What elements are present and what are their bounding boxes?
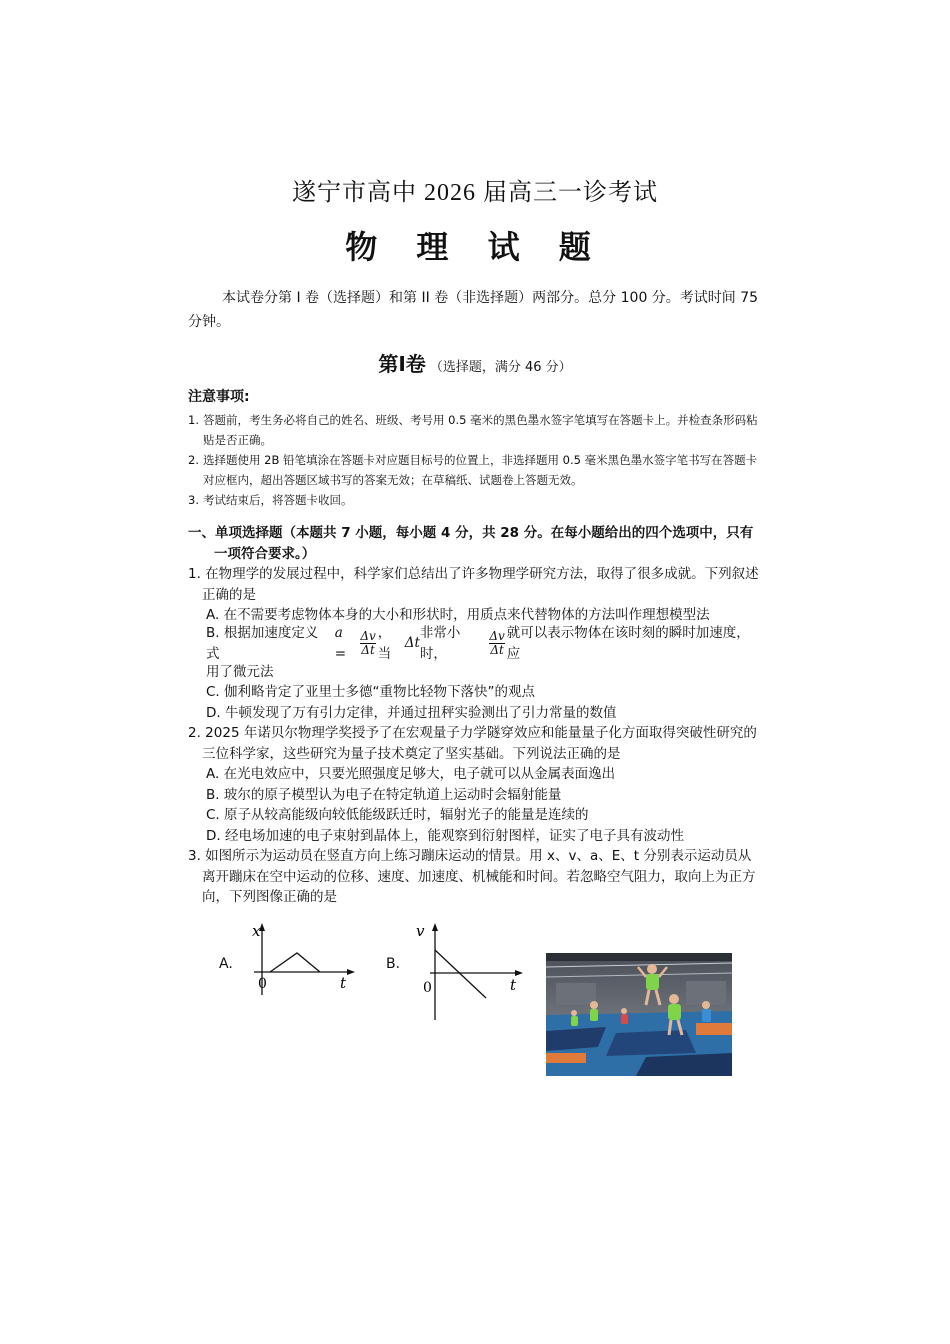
question-2-option-a: A. 在光电效应中，只要光照强度足够大，电子就可以从金属表面逸出 [206, 766, 616, 782]
notice-number: 3. [188, 493, 199, 507]
fraction-dv-dt [360, 630, 375, 657]
y-axis-arrow-icon [432, 923, 438, 931]
delta-t-symbol: Δt [404, 635, 420, 652]
question-2-option-d: D. 经电场加速的电子束射到晶体上，能观察到衍射图样，证实了电子具有波动性 [206, 827, 684, 844]
x-axis-label: t [510, 976, 517, 994]
fraction-denominator: Δt [361, 643, 375, 657]
figure-a-label: A. [219, 956, 233, 972]
y-axis-label: x [252, 922, 261, 940]
question-1-option-c: C. 伽利略肯定了亚里士多德“重物比轻物下落快”的观点 [206, 684, 535, 700]
notice-text: 选择题使用 2B 铅笔填涂在答题卡对应题目标号的位置上，非选择题用 0.5 毫米黑色墨水签字笔书写在答题卡对应框内，超出答题区域书写的答案无效；在草稿纸、试题卷上答题无效。 [203, 453, 758, 487]
notice-item [188, 410, 763, 450]
subject-title: 物 理 试 题 [345, 228, 605, 266]
part-heading: 一、单项选择题（本题共 7 小题，每小题 4 分，共 28 分。在每小题给出的四个选项中，只有一项符合要求。） [188, 525, 754, 562]
question-1-option-d: D. 牛顿发现了万有引力定律，并通过扭秤实验测出了引力常量的数值 [206, 704, 617, 721]
displacement-curve [270, 953, 320, 972]
notice-number: 1. [188, 413, 199, 427]
exam-title: 遂宁市高中 2026 届高三一诊考试 [292, 180, 658, 206]
y-axis-label: v [416, 922, 425, 940]
notice-list [188, 410, 763, 510]
notice-item [188, 490, 763, 510]
question-1-option-b [188, 626, 763, 662]
section-title: 第Ⅰ卷 [378, 352, 426, 376]
section-heading [0, 348, 950, 377]
questions [188, 523, 763, 908]
question-2-option-c: C. 原子从较高能级向较低能级跃迁时，辐射光子的能量是连续的 [206, 807, 589, 823]
option-b-suffix: 就可以表示物体在该时刻的瞬时加速度，应 [506, 625, 750, 662]
section-subtitle: （选择题，满分 46 分） [429, 360, 572, 375]
fraction-numerator: Δv [489, 629, 505, 643]
question-1-stem: 1. 在物理学的发展过程中，科学家们总结出了许多物理学研究方法，取得了很多成就。下列叙述正确的是 [188, 566, 759, 603]
origin-label: 0 [423, 980, 432, 996]
option-b-prefix: B. 根据加速度定义式 [206, 625, 319, 662]
question-1-option-b-continued: 用了微元法 [206, 663, 274, 680]
question-2-option-b: B. 玻尔的原子模型认为电子在特定轨道上运动时会辐射能量 [206, 786, 562, 803]
accel-symbol: a = [334, 625, 346, 662]
option-b-mid2: 非常小时， [419, 625, 461, 662]
trampoline-photo [546, 953, 732, 1076]
fraction-dv-dt-2 [489, 630, 504, 657]
question-1-option-a: A. 在不需要考虑物体本身的大小和形状时，用质点来代替物体的方法叫作理想模型法 [206, 607, 710, 623]
intro-paragraph: 本试卷分第 I 卷（选择题）和第 II 卷（非选择题）两部分。总分 100 分。考试时间 75 分钟。 [188, 290, 759, 330]
fraction-denominator: Δt [490, 643, 504, 657]
velocity-line [435, 950, 486, 998]
figure-b-graph [410, 920, 530, 1030]
notice-title: 注意事项: [188, 389, 250, 405]
figure-b-label: B. [386, 956, 401, 972]
question-2-stem: 2. 2025 年诺贝尔物理学奖授予了在宏观量子力学隧穿效应和能量量子化方面取得突破性研究的三位科学家，这些研究为量子技术奠定了坚实基础。下列说法正确的是 [188, 725, 757, 762]
x-axis-arrow-icon [347, 969, 355, 975]
notice-text: 考试结束后，将答题卡收回。 [203, 493, 353, 507]
x-axis-label: t [340, 974, 347, 992]
origin-label: 0 [258, 976, 267, 992]
figure-a-graph [240, 920, 360, 1000]
fraction-numerator: Δv [360, 629, 376, 643]
notice-text: 答题前，考生务必将自己的姓名、班级、考号用 0.5 毫米的黑色墨水签字笔填写在答题卡上。并检查条形码粘贴是否正确。 [203, 413, 758, 447]
question-3-stem: 3. 如图所示为运动员在竖直方向上练习蹦床运动的情景。用 x、v、a、E、t 分别表示运动员从离开蹦床在空中运动的位移、速度、加速度、机械能和时间。若忽略空气阻力，取向上为正方向，下列图像正确的是 [188, 848, 756, 905]
x-axis-arrow-icon [515, 970, 523, 976]
notice-item [188, 450, 763, 490]
trampoline-scene-image [546, 953, 732, 1076]
notice-number: 2. [188, 453, 199, 467]
option-b-mid1: ，当 [377, 625, 392, 662]
